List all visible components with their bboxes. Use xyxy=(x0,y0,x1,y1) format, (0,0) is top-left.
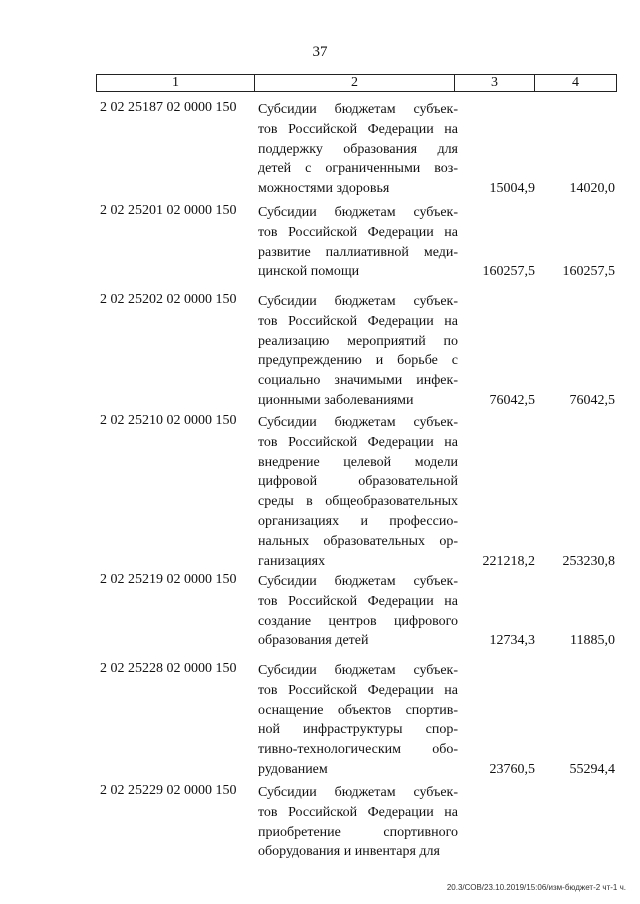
description-line: тов Российской Федерации на xyxy=(258,313,458,329)
description-line: нальных образовательных ор- xyxy=(258,533,458,549)
value-column-3: 15004,9 xyxy=(489,181,535,197)
document-footer: 20.3/СОВ/23.10.2019/15:06/изм-бюджет-2 чт-1 ч. xyxy=(446,883,626,892)
page-number: 37 xyxy=(312,44,328,60)
value-column-4: 253230,8 xyxy=(562,553,615,569)
description-line: тов Российской Федерации на xyxy=(258,121,458,137)
budget-code: 2 02 25202 02 0000 150 xyxy=(100,292,237,307)
description-line: среды в общеобразовательных xyxy=(258,494,458,510)
description-line: развитие паллиативной меди- xyxy=(258,244,458,260)
description-line: цинской помощи xyxy=(258,264,360,280)
description-line: цифровой образовательной xyxy=(258,474,458,490)
budget-code: 2 02 25201 02 0000 150 xyxy=(100,203,237,218)
value-column-4: 11885,0 xyxy=(570,633,615,649)
description-line: тов Российской Федерации на xyxy=(258,682,458,698)
budget-code: 2 02 25210 02 0000 150 xyxy=(100,413,237,428)
description-line: тов Российской Федерации на xyxy=(258,804,458,820)
value-column-4: 55294,4 xyxy=(569,762,615,777)
value-column-3: 23760,5 xyxy=(489,762,535,777)
column-header-4: 4 xyxy=(535,75,617,92)
value-column-4: 76042,5 xyxy=(569,393,615,408)
description-line: рудованием xyxy=(258,761,328,777)
column-header-table xyxy=(96,74,617,92)
budget-description xyxy=(258,203,458,282)
budget-description xyxy=(258,661,458,780)
description-line: предупреждению и борьбе с xyxy=(258,353,458,369)
description-line: тов Российской Федерации на xyxy=(258,593,458,609)
budget-code: 2 02 25219 02 0000 150 xyxy=(100,572,237,587)
description-line: оснащение объектов спортив- xyxy=(258,702,458,718)
budget-code: 2 02 25229 02 0000 150 xyxy=(100,783,237,798)
description-line: образования детей xyxy=(258,633,369,649)
column-header-2: 2 xyxy=(255,75,455,92)
value-column-3: 160257,5 xyxy=(482,264,535,280)
budget-code: 2 02 25187 02 0000 150 xyxy=(100,100,237,115)
description-line: тов Российской Федерации на xyxy=(258,434,458,450)
budget-description xyxy=(258,292,458,411)
description-line: ганизациях xyxy=(258,553,326,569)
description-line: оборудования и инвентаря для xyxy=(258,844,440,860)
budget-code: 2 02 25228 02 0000 150 xyxy=(100,661,237,676)
value-column-3: 12734,3 xyxy=(489,633,535,649)
budget-description xyxy=(258,100,458,199)
description-line: Субсидии бюджетам субъек- xyxy=(258,205,458,220)
budget-description xyxy=(258,413,458,571)
description-line: Субсидии бюджетам субъек- xyxy=(258,415,458,430)
value-column-3: 76042,5 xyxy=(489,393,535,408)
description-line: Субсидии бюджетам субъек- xyxy=(258,102,458,117)
description-line: организациях и профессио- xyxy=(258,513,458,529)
description-line: поддержку образования для xyxy=(258,141,458,157)
description-line: Субсидии бюджетам субъек- xyxy=(258,294,458,309)
column-header-1: 1 xyxy=(97,75,255,92)
description-line: ной инфраструктуры спор- xyxy=(258,722,458,738)
description-line: тивно-технологическим обо- xyxy=(258,742,458,758)
value-column-4: 160257,5 xyxy=(562,264,615,280)
description-line: реализацию мероприятий по xyxy=(258,333,458,349)
description-line: приобретение спортивного xyxy=(258,824,458,840)
description-line: детей с ограниченными воз- xyxy=(258,161,458,177)
description-line: Субсидии бюджетам субъек- xyxy=(258,663,458,678)
budget-description xyxy=(258,783,458,862)
description-line: создание центров цифрового xyxy=(258,613,458,629)
description-line: внедрение целевой модели xyxy=(258,454,458,470)
description-line: тов Российской Федерации на xyxy=(258,224,458,240)
description-line: можностями здоровья xyxy=(258,181,390,197)
description-line: ционными заболеваниями xyxy=(258,392,414,408)
value-column-4: 14020,0 xyxy=(569,181,615,197)
column-header-3: 3 xyxy=(455,75,535,92)
budget-description xyxy=(258,572,458,651)
description-line: социально значимыми инфек- xyxy=(258,373,458,389)
description-line: Субсидии бюджетам субъек- xyxy=(258,574,458,589)
value-column-3: 221218,2 xyxy=(482,553,535,569)
description-line: Субсидии бюджетам субъек- xyxy=(258,785,458,800)
